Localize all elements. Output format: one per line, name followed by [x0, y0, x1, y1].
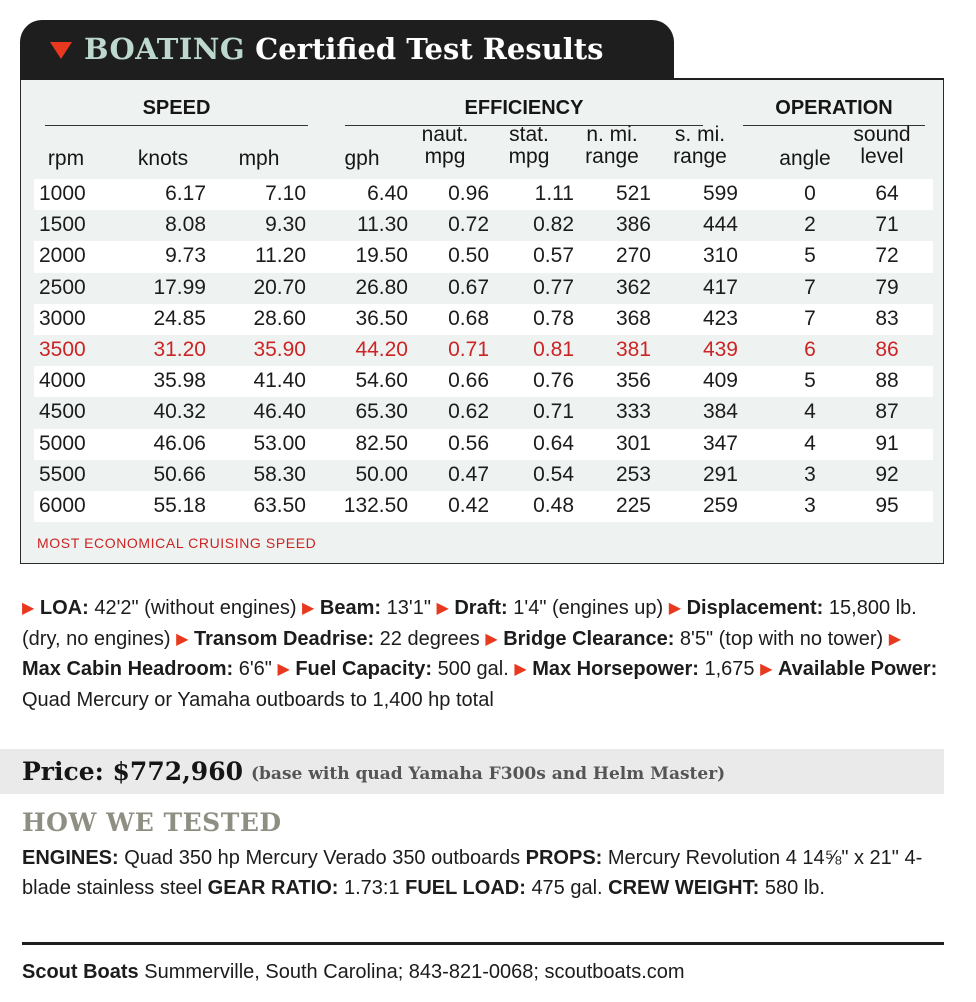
cell-knots: 8.08 [165, 213, 206, 237]
cell-rpm: 4000 [39, 369, 86, 393]
spec-value: 42'2" (without engines) [94, 597, 297, 619]
cell-rpm: 2500 [39, 275, 86, 299]
cell-sound-level: 86 [875, 337, 899, 361]
col-header-nmi-range [562, 124, 662, 168]
cell-rpm: 2000 [39, 244, 86, 268]
col-header-line: angle [779, 147, 831, 170]
header-brand: BOATING [84, 32, 246, 66]
col-header-line: n. mi. [586, 123, 638, 146]
spec-label: Transom Deadrise: [194, 627, 375, 650]
triangle-right-icon: ▶ [176, 630, 189, 648]
cell-smi-range: 310 [702, 244, 738, 268]
spec-label: Fuel Capacity: [295, 658, 433, 680]
cell-knots: 35.98 [153, 369, 206, 393]
cell-nmi-range: 270 [615, 244, 651, 268]
test-condition-value: 475 gal. [531, 876, 603, 899]
cell-knots: 40.32 [153, 400, 206, 424]
cell-rpm: 3500 [39, 337, 86, 361]
results-table [34, 179, 933, 522]
cell-knots: 24.85 [153, 306, 206, 330]
spec-value: 22 degrees [379, 627, 480, 650]
maker-name: Scout Boats [22, 961, 139, 983]
footer-contact [22, 961, 685, 984]
cell-naut-mpg: 0.50 [448, 244, 489, 268]
cell-angle: 2 [804, 213, 816, 237]
test-condition-label: GEAR RATIO: [207, 876, 339, 899]
triangle-right-icon: ▶ [302, 600, 315, 617]
triangle-right-icon: ▶ [514, 661, 527, 678]
cell-naut-mpg: 0.42 [448, 493, 489, 517]
cell-gph: 50.00 [355, 462, 408, 486]
cell-gph: 54.60 [355, 369, 408, 393]
cell-naut-mpg: 0.96 [448, 182, 489, 205]
cell-sound-level: 91 [875, 431, 899, 455]
col-header-line: level [860, 145, 904, 168]
spec-label: Displacement: [686, 597, 824, 619]
table-row [34, 460, 933, 491]
triangle-right-icon: ▶ [277, 661, 290, 678]
cell-mph: 53.00 [253, 431, 306, 455]
table-row [34, 210, 933, 241]
cell-naut-mpg: 0.62 [448, 400, 489, 424]
spec-value: 6'6" [238, 658, 272, 680]
test-results-panel [20, 78, 944, 564]
col-header-knots [113, 124, 213, 170]
cell-rpm: 6000 [39, 493, 86, 517]
test-condition-value: 1.73:1 [343, 876, 400, 899]
cell-angle: 7 [804, 306, 816, 330]
cell-stat-mpg: 0.54 [533, 462, 574, 486]
cell-smi-range: 291 [702, 462, 738, 486]
triangle-right-icon: ▶ [22, 600, 35, 617]
spec-label: LOA: [39, 597, 89, 619]
cell-nmi-range: 301 [615, 431, 651, 455]
cell-stat-mpg: 0.64 [533, 431, 574, 455]
cell-smi-range: 599 [702, 182, 738, 205]
cell-sound-level: 95 [875, 493, 899, 517]
cell-angle: 5 [804, 244, 816, 268]
spec-value: 15,800 lb. (dry, no engines) [22, 597, 917, 650]
col-header-line: range [673, 145, 727, 168]
spec-label: Bridge Clearance: [503, 627, 675, 650]
economical-speed-note: MOST ECONOMICAL CRUISING SPEED [37, 535, 317, 551]
cell-smi-range: 417 [702, 275, 738, 299]
test-condition-value: 580 lb. [764, 876, 825, 899]
cell-gph: 19.50 [355, 244, 408, 268]
cell-smi-range: 347 [702, 431, 738, 455]
cell-knots: 6.17 [165, 182, 206, 205]
cell-angle: 6 [804, 337, 816, 361]
table-row [34, 273, 933, 304]
cell-angle: 4 [804, 400, 816, 424]
cell-knots: 46.06 [153, 431, 206, 455]
cell-naut-mpg: 0.56 [448, 431, 489, 455]
cell-stat-mpg: 0.76 [533, 369, 574, 393]
cell-nmi-range: 253 [615, 462, 651, 486]
price-bar [0, 749, 944, 794]
cell-naut-mpg: 0.71 [448, 337, 489, 361]
group-efficiency [345, 97, 703, 120]
col-header-line: mpg [424, 145, 466, 168]
spec-value: 1'4" (engines up) [513, 597, 664, 619]
cell-rpm: 1500 [39, 213, 86, 237]
col-header-line: naut. [421, 123, 469, 146]
table-row [34, 366, 933, 397]
cell-sound-level: 88 [875, 369, 899, 393]
col-header-rpm [16, 124, 116, 170]
triangle-right-icon: ▶ [668, 600, 682, 617]
price-note: (base with quad Yamaha F300s and Helm Master) [251, 763, 726, 784]
cell-sound-level: 92 [875, 462, 899, 486]
triangle-right-icon: ▶ [436, 600, 449, 617]
cell-smi-range: 439 [702, 337, 738, 361]
spec-value: Quad Mercury or Yamaha outboards to 1,400 hp total [22, 688, 494, 711]
cell-mph: 41.40 [253, 369, 306, 393]
spec-label: Max Horsepower: [532, 658, 699, 680]
group-speed [45, 97, 308, 120]
cell-nmi-range: 521 [615, 182, 651, 205]
cell-naut-mpg: 0.68 [448, 306, 489, 330]
col-header-sound-level [832, 124, 932, 168]
col-header-line: range [585, 145, 639, 168]
cell-stat-mpg: 0.71 [533, 400, 574, 424]
triangle-right-icon: ▶ [760, 661, 773, 678]
group-operation [743, 97, 925, 120]
col-header-line: knots [137, 147, 189, 170]
col-header-line: stat. [509, 123, 549, 146]
cell-knots: 50.66 [153, 462, 206, 486]
cell-stat-mpg: 0.77 [533, 275, 574, 299]
table-row [34, 304, 933, 335]
cell-angle: 3 [804, 493, 816, 517]
table-row [34, 491, 933, 522]
cell-gph: 82.50 [355, 431, 408, 455]
header-title: Certified Test Results [255, 32, 604, 66]
cell-stat-mpg: 1.11 [534, 182, 574, 205]
cell-nmi-range: 333 [615, 400, 651, 424]
spec-value: 13'1" [386, 597, 431, 619]
cell-angle: 0 [804, 182, 816, 205]
spec-value: 1,675 [704, 658, 755, 680]
cell-nmi-range: 362 [615, 275, 651, 299]
cell-gph: 132.50 [343, 493, 408, 517]
cell-knots: 9.73 [165, 244, 206, 268]
col-header-line: mph [238, 147, 280, 170]
col-header-line: mpg [508, 145, 550, 168]
cell-naut-mpg: 0.66 [448, 369, 489, 393]
cell-knots: 17.99 [153, 275, 206, 299]
triangle-down-icon [50, 42, 72, 59]
cell-nmi-range: 225 [615, 493, 651, 517]
footer-divider [22, 942, 944, 945]
price-label: Price: $772,960 [22, 757, 243, 786]
cell-mph: 58.30 [253, 462, 306, 486]
cell-stat-mpg: 0.57 [533, 244, 574, 268]
cell-stat-mpg: 0.82 [533, 213, 574, 237]
cell-rpm: 4500 [39, 400, 86, 424]
cell-sound-level: 64 [875, 182, 899, 205]
cell-gph: 44.20 [355, 337, 408, 361]
cell-smi-range: 384 [702, 400, 738, 424]
cell-rpm: 3000 [39, 306, 86, 330]
cell-smi-range: 409 [702, 369, 738, 393]
cell-smi-range: 259 [702, 493, 738, 517]
col-header-mph [209, 124, 309, 170]
triangle-right-icon: ▶ [485, 630, 498, 648]
cell-smi-range: 444 [702, 213, 738, 237]
cell-nmi-range: 381 [615, 337, 651, 361]
cell-rpm: 5000 [39, 431, 86, 455]
group-operation-label: OPERATION [775, 97, 893, 119]
cell-knots: 55.18 [153, 493, 206, 517]
table-row [34, 397, 933, 428]
table-row [34, 179, 933, 210]
cell-sound-level: 71 [875, 213, 899, 237]
cell-mph: 35.90 [253, 337, 306, 361]
cell-gph: 11.30 [357, 213, 408, 237]
cell-stat-mpg: 0.78 [533, 306, 574, 330]
cell-mph: 20.70 [253, 275, 306, 299]
cell-mph: 11.20 [255, 244, 306, 268]
test-condition-label: ENGINES: [22, 847, 119, 869]
cell-sound-level: 87 [875, 400, 899, 424]
how-we-tested-title: HOW WE TESTED [22, 808, 282, 837]
cell-rpm: 5500 [39, 462, 86, 486]
cell-nmi-range: 368 [615, 306, 651, 330]
col-header-line: s. mi. [674, 123, 726, 146]
cell-gph: 36.50 [355, 306, 408, 330]
table-row [34, 241, 933, 272]
cell-mph: 63.50 [253, 493, 306, 517]
cell-rpm: 1000 [39, 182, 86, 205]
test-condition-label: PROPS: [525, 847, 603, 869]
cell-angle: 3 [804, 462, 816, 486]
col-header-line: gph [344, 147, 380, 170]
cell-naut-mpg: 0.47 [448, 462, 489, 486]
cell-nmi-range: 386 [615, 213, 651, 237]
col-header-line: rpm [47, 147, 85, 170]
boat-specs [22, 594, 942, 715]
col-header-smi-range [650, 124, 750, 168]
col-header-line: sound [853, 123, 911, 146]
spec-value: 500 gal. [437, 658, 509, 680]
cell-sound-level: 79 [875, 275, 899, 299]
test-condition-label: FUEL LOAD: [405, 876, 526, 899]
cell-gph: 65.30 [355, 400, 408, 424]
group-speed-label: SPEED [142, 97, 211, 119]
cell-gph: 26.80 [355, 275, 408, 299]
test-condition-value: Mercury Revolution 4 14⅝" x 21" 4-blade stainless steel [22, 847, 923, 899]
cell-naut-mpg: 0.67 [448, 275, 489, 299]
how-we-tested-details [22, 844, 942, 903]
spec-label: Available Power: [777, 658, 938, 680]
table-row [34, 335, 933, 366]
table-row [34, 429, 933, 460]
group-efficiency-label: EFFICIENCY [464, 97, 584, 119]
cell-sound-level: 72 [875, 244, 899, 268]
cell-mph: 28.60 [253, 306, 306, 330]
maker-contact: Summerville, South Carolina; 843-821-0068; scoutboats.com [144, 961, 685, 983]
cell-mph: 46.40 [253, 400, 306, 424]
cell-gph: 6.40 [367, 182, 408, 205]
spec-label: Max Cabin Headroom: [22, 658, 234, 680]
cell-sound-level: 83 [875, 306, 899, 330]
triangle-right-icon: ▶ [888, 630, 902, 648]
cell-stat-mpg: 0.81 [533, 337, 574, 361]
cell-angle: 5 [804, 369, 816, 393]
cell-nmi-range: 356 [615, 369, 651, 393]
spec-value: 8'5" (top with no tower) [679, 627, 884, 650]
results-header-tab [20, 20, 674, 78]
cell-angle: 7 [804, 275, 816, 299]
cell-mph: 7.10 [265, 182, 306, 205]
cell-knots: 31.20 [153, 337, 206, 361]
cell-naut-mpg: 0.72 [448, 213, 489, 237]
test-condition-value: Quad 350 hp Mercury Verado 350 outboards [124, 847, 521, 869]
spec-label: Beam: [319, 597, 382, 619]
test-condition-label: CREW WEIGHT: [608, 876, 760, 899]
spec-label: Draft: [454, 597, 508, 619]
cell-stat-mpg: 0.48 [533, 493, 574, 517]
cell-smi-range: 423 [702, 306, 738, 330]
cell-mph: 9.30 [265, 213, 306, 237]
cell-angle: 4 [804, 431, 816, 455]
